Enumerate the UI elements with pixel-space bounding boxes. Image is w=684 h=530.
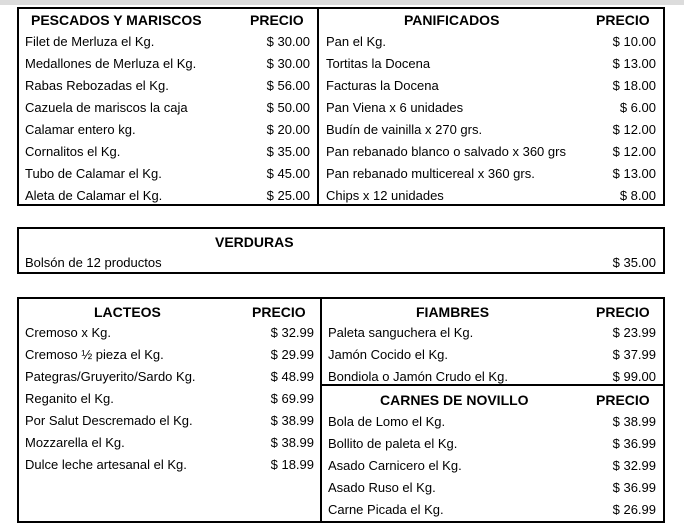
list-item	[326, 31, 656, 53]
item-price: $ 38.99	[612, 414, 656, 429]
list-item	[25, 31, 310, 53]
fiambres-price-header: PRECIO	[596, 304, 650, 320]
item-name: Medallones de Merluza el Kg.	[25, 56, 197, 71]
list-item	[328, 477, 656, 499]
item-name: Tubo de Calamar el Kg.	[25, 166, 162, 181]
item-price: $ 99.00	[612, 369, 656, 384]
list-item	[25, 119, 310, 141]
list-item	[326, 163, 656, 185]
lacteos-title: LACTEOS	[94, 304, 161, 320]
item-price: $ 13.00	[612, 166, 656, 181]
item-price: $ 45.00	[266, 166, 310, 181]
item-name: Reganito el Kg.	[25, 391, 114, 406]
item-name: Aleta de Calamar el Kg.	[25, 188, 163, 203]
fiambres-title: FIAMBRES	[416, 304, 490, 320]
item-price: $ 36.99	[612, 436, 656, 451]
item-name: Bondiola o Jamón Crudo el Kg.	[328, 369, 508, 384]
item-name: Por Salut Descremado el Kg.	[25, 413, 193, 428]
item-name: Cazuela de mariscos la caja	[25, 100, 188, 115]
item-name: Pategras/Gruyerito/Sardo Kg.	[25, 369, 196, 384]
item-name: Pan Viena x 6 unidades	[326, 100, 464, 115]
item-name: Dulce leche artesanal el Kg.	[25, 457, 187, 472]
list-item	[25, 388, 314, 410]
item-name: Chips x 12 unidades	[326, 188, 444, 203]
item-price: $ 20.00	[266, 122, 310, 137]
item-price: $ 38.99	[270, 413, 314, 428]
item-price: $ 29.99	[270, 347, 314, 362]
item-name: Asado Carnicero el Kg.	[328, 458, 462, 473]
item-price: $ 48.99	[270, 369, 314, 384]
item-name: Pan rebanado multicereal x 360 grs.	[326, 166, 535, 181]
item-price: $ 18.00	[612, 78, 656, 93]
carnes-price-header: PRECIO	[596, 392, 650, 408]
item-name: Pan rebanado blanco o salvado x 360 grs	[326, 144, 566, 159]
item-name: Cremoso x Kg.	[25, 325, 111, 340]
item-price: $ 13.00	[612, 56, 656, 71]
list-item	[25, 97, 310, 119]
item-price: $ 12.00	[612, 122, 656, 137]
item-price: $ 6.00	[619, 100, 656, 115]
list-item	[25, 366, 314, 388]
list-item	[326, 53, 656, 75]
list-item	[328, 455, 656, 477]
item-name: Mozzarella el Kg.	[25, 435, 125, 450]
list-item	[328, 499, 656, 521]
item-price: $ 18.99	[270, 457, 314, 472]
item-name: Calamar entero kg.	[25, 122, 136, 137]
list-item	[326, 119, 656, 141]
list-item	[25, 252, 656, 274]
item-price: $ 35.00	[266, 144, 310, 159]
item-name: Rabas Rebozadas el Kg.	[25, 78, 169, 93]
list-item	[25, 53, 310, 75]
column-divider	[320, 297, 322, 523]
item-price: $ 30.00	[266, 34, 310, 49]
list-item	[25, 185, 310, 207]
list-item	[326, 97, 656, 119]
list-item	[326, 185, 656, 207]
item-name: Pan el Kg.	[326, 34, 386, 49]
panificados-price-header: PRECIO	[596, 12, 650, 28]
item-price: $ 37.99	[612, 347, 656, 362]
pescados-price-header: PRECIO	[250, 12, 304, 28]
item-name: Bollito de paleta el Kg.	[328, 436, 458, 451]
item-name: Bolsón de 12 productos	[25, 255, 162, 270]
item-price: $ 56.00	[266, 78, 310, 93]
item-name: Cremoso ½ pieza el Kg.	[25, 347, 164, 362]
item-price: $ 30.00	[266, 56, 310, 71]
item-price: $ 26.99	[612, 502, 656, 517]
item-price: $ 69.99	[270, 391, 314, 406]
item-name: Budín de vainilla x 270 grs.	[326, 122, 483, 137]
item-name: Asado Ruso el Kg.	[328, 480, 436, 495]
item-price: $ 35.00	[612, 255, 656, 270]
lacteos-price-header: PRECIO	[252, 304, 306, 320]
list-item	[328, 344, 656, 366]
item-name: Tortitas la Docena	[326, 56, 431, 71]
verduras-title: VERDURAS	[215, 234, 294, 250]
item-name: Cornalitos el Kg.	[25, 144, 121, 159]
item-price: $ 10.00	[612, 34, 656, 49]
item-name: Jamón Cocido el Kg.	[328, 347, 448, 362]
item-price: $ 23.99	[612, 325, 656, 340]
list-item	[25, 322, 314, 344]
list-item	[326, 75, 656, 97]
item-price: $ 32.99	[270, 325, 314, 340]
column-divider	[317, 7, 319, 206]
list-item	[328, 322, 656, 344]
item-price: $ 12.00	[612, 144, 656, 159]
item-name: Carne Picada el Kg.	[328, 502, 444, 517]
item-name: Bola de Lomo el Kg.	[328, 414, 446, 429]
item-name: Facturas la Docena	[326, 78, 439, 93]
top-strip	[0, 0, 684, 5]
item-price: $ 38.99	[270, 435, 314, 450]
list-item	[328, 411, 656, 433]
item-price: $ 25.00	[266, 188, 310, 203]
list-item	[25, 141, 310, 163]
list-item	[25, 163, 310, 185]
item-name: Filet de Merluza el Kg.	[25, 34, 155, 49]
list-item	[25, 454, 314, 476]
list-item	[25, 75, 310, 97]
item-price: $ 36.99	[612, 480, 656, 495]
list-item	[25, 432, 314, 454]
item-price: $ 32.99	[612, 458, 656, 473]
item-price: $ 8.00	[619, 188, 656, 203]
item-price: $ 50.00	[266, 100, 310, 115]
list-item	[25, 410, 314, 432]
list-item	[326, 141, 656, 163]
pescados-title: PESCADOS Y MARISCOS	[31, 12, 202, 28]
item-name: Paleta sanguchera el Kg.	[328, 325, 474, 340]
carnes-title: CARNES DE NOVILLO	[380, 392, 529, 408]
list-item	[328, 433, 656, 455]
panificados-title: PANIFICADOS	[404, 12, 500, 28]
list-item	[328, 366, 656, 388]
list-item	[25, 344, 314, 366]
